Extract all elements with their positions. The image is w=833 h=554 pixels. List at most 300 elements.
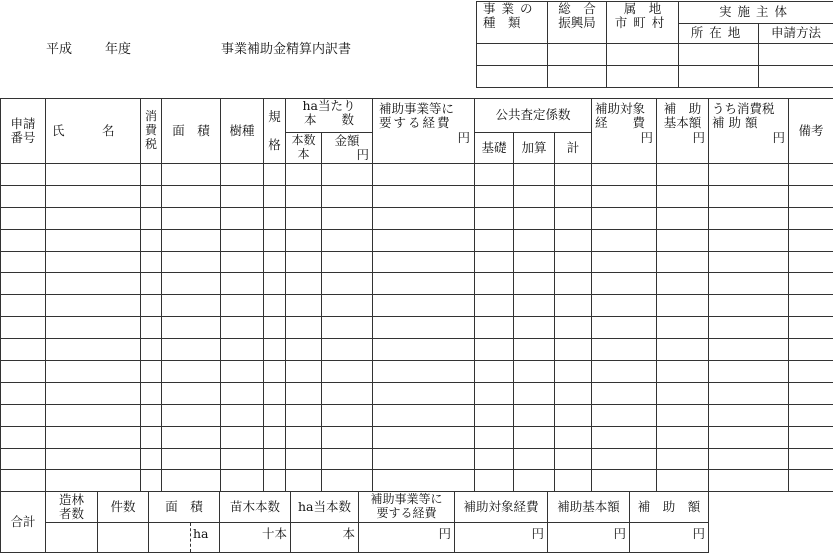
table-cell[interactable] [221,404,264,426]
table-cell[interactable] [286,251,322,273]
table-cell[interactable] [709,361,789,383]
table-cell[interactable] [373,448,475,470]
table-cell[interactable] [514,207,555,229]
hojo-taisho-keihi-header: 補助対象 経 費 円 [592,99,657,164]
table-cell[interactable] [162,207,221,229]
koukyou-satei-header: 公共査定係数 [475,99,592,133]
table-row [1,361,833,383]
table-cell[interactable] [789,448,833,470]
table-cell[interactable] [141,448,162,470]
table-cell[interactable] [1,295,46,317]
table-cell[interactable] [46,470,141,492]
table-cell[interactable] [475,470,514,492]
table-cell[interactable] [141,382,162,404]
table-cell[interactable] [1,426,46,448]
table-cell[interactable] [286,404,322,426]
table-cell[interactable] [162,382,221,404]
table-cell[interactable] [264,229,286,251]
table-cell[interactable] [373,207,475,229]
table-row [1,164,833,186]
table-cell[interactable] [162,251,221,273]
table-cell[interactable] [709,273,789,295]
ha-unit: ha [191,523,220,553]
table-cell[interactable] [789,273,833,295]
table-cell[interactable] [1,448,46,470]
table-cell[interactable] [475,295,514,317]
table-cell[interactable] [286,382,322,404]
table-cell[interactable] [1,361,46,383]
table-cell[interactable] [322,339,373,361]
table-cell[interactable] [373,404,475,426]
table-cell[interactable] [555,404,592,426]
table-cell[interactable] [286,295,322,317]
table-cell[interactable] [141,273,162,295]
table-cell[interactable] [162,426,221,448]
shozaichi-header: 所在地 [679,24,759,44]
shohizei-header: 消 費 税 [141,99,162,164]
table-cell[interactable] [162,317,221,339]
table-cell[interactable] [789,207,833,229]
table-cell[interactable] [221,164,264,186]
table-cell[interactable] [264,426,286,448]
table-cell[interactable] [475,426,514,448]
table-cell[interactable] [592,382,657,404]
table-cell[interactable] [709,426,789,448]
table-cell[interactable] [264,470,286,492]
table-cell[interactable] [141,339,162,361]
ha-atari-header: ha当たり 本 数 [286,99,373,133]
table-cell[interactable] [514,382,555,404]
table-cell[interactable] [592,273,657,295]
table-cell[interactable] [789,317,833,339]
table-row [1,251,833,273]
table-cell[interactable] [46,448,141,470]
table-row [1,404,833,426]
table-cell[interactable] [514,317,555,339]
table-cell[interactable] [709,404,789,426]
table-cell[interactable] [221,361,264,383]
table-cell[interactable] [657,295,709,317]
table-cell[interactable] [514,426,555,448]
table-cell[interactable] [286,339,322,361]
table-cell[interactable] [322,361,373,383]
table-cell[interactable] [789,229,833,251]
table-cell[interactable] [709,382,789,404]
table-cell[interactable] [1,251,46,273]
table-cell[interactable] [322,251,373,273]
table-cell[interactable] [373,361,475,383]
table-cell[interactable] [555,470,592,492]
table-cell[interactable] [322,426,373,448]
table-cell[interactable] [162,273,221,295]
table-cell[interactable] [514,185,555,207]
table-cell[interactable] [592,448,657,470]
main-table [0,98,833,492]
table-cell[interactable] [657,251,709,273]
table-cell[interactable] [373,295,475,317]
table-cell[interactable] [592,185,657,207]
table-cell[interactable] [162,295,221,317]
table-cell[interactable] [514,251,555,273]
table-cell[interactable] [221,339,264,361]
table-cell[interactable] [555,185,592,207]
table-cell[interactable] [373,382,475,404]
table-cell[interactable] [709,448,789,470]
info-box [476,1,833,88]
table-cell[interactable] [46,164,141,186]
table-cell[interactable] [162,404,221,426]
table-cell[interactable] [286,207,322,229]
table-cell[interactable] [162,229,221,251]
zokuchi-shichoson-header: 属 地 市町村 [607,2,679,44]
table-cell[interactable] [221,382,264,404]
table-cell[interactable] [221,426,264,448]
table-cell[interactable] [1,185,46,207]
table-cell[interactable] [322,229,373,251]
table-cell[interactable] [221,251,264,273]
table-cell[interactable] [221,295,264,317]
table-cell[interactable] [514,470,555,492]
jisshi-shutai-header: 実施主体 [679,2,833,24]
kei-header: 計 [555,133,592,164]
total-naegi-unit: 十本 [220,523,291,553]
kensu-header: 件数 [98,492,149,523]
year-label: 年度 [105,42,132,57]
table-cell[interactable] [475,382,514,404]
table-cell[interactable] [657,229,709,251]
table-cell[interactable] [264,382,286,404]
table-cell[interactable] [46,273,141,295]
table-cell[interactable] [475,361,514,383]
table-cell[interactable] [789,295,833,317]
table-cell[interactable] [657,404,709,426]
table-cell[interactable] [141,207,162,229]
table-cell[interactable] [475,448,514,470]
table-cell[interactable] [475,339,514,361]
kikaku-header: 規 格 [264,99,286,164]
table-cell[interactable] [373,185,475,207]
table-row [1,426,833,448]
table-cell[interactable] [286,361,322,383]
table-cell[interactable] [286,470,322,492]
table-cell[interactable] [286,426,322,448]
table-cell[interactable] [1,317,46,339]
table-cell[interactable] [141,404,162,426]
table-cell[interactable] [555,339,592,361]
table-cell[interactable] [373,273,475,295]
table-cell[interactable] [592,404,657,426]
table-cell[interactable] [373,339,475,361]
table-cell[interactable] [514,273,555,295]
table-cell[interactable] [162,361,221,383]
table-cell[interactable] [789,339,833,361]
table-cell[interactable] [373,164,475,186]
jigyo-shurui-header: 事業の 種 類 [477,2,548,44]
table-cell[interactable] [264,207,286,229]
total-hojo-jigyo-unit: 円 [359,523,455,553]
naegi-honsu-header: 苗木本数 [220,492,291,523]
table-cell[interactable] [1,470,46,492]
table-cell[interactable] [789,404,833,426]
table-cell[interactable] [592,317,657,339]
table-cell[interactable] [46,229,141,251]
table-cell[interactable] [592,339,657,361]
table-cell[interactable] [514,229,555,251]
table-cell[interactable] [162,164,221,186]
table-cell[interactable] [221,317,264,339]
shinsei-bango-header: 申請 番号 [1,99,46,164]
total-kihongaku-unit: 円 [548,523,630,553]
table-cell[interactable] [46,185,141,207]
shimei-header: 氏 名 [46,99,141,164]
table-cell[interactable] [555,229,592,251]
table-cell[interactable] [141,185,162,207]
table-cell[interactable] [322,470,373,492]
table-cell[interactable] [555,361,592,383]
table-cell[interactable] [46,404,141,426]
table-cell[interactable] [709,164,789,186]
table-cell[interactable] [1,339,46,361]
info-cell[interactable] [548,66,607,88]
table-cell[interactable] [555,164,592,186]
table-cell[interactable] [141,251,162,273]
table-cell[interactable] [46,295,141,317]
table-cell[interactable] [141,361,162,383]
table-cell[interactable] [657,273,709,295]
table-row [1,448,833,470]
table-cell[interactable] [789,426,833,448]
table-cell[interactable] [221,229,264,251]
hojo-kihongaku-header: 補 助 基本額 円 [657,99,709,164]
table-cell[interactable] [789,185,833,207]
table-cell[interactable] [789,164,833,186]
table-cell[interactable] [789,470,833,492]
table-cell[interactable] [555,448,592,470]
table-cell[interactable] [264,361,286,383]
table-cell[interactable] [657,382,709,404]
table-cell[interactable] [46,207,141,229]
table-cell[interactable] [475,185,514,207]
table-cell[interactable] [221,448,264,470]
table-cell[interactable] [373,426,475,448]
page-title: 事業補助金精算内訳書 [221,42,352,57]
table-cell[interactable] [592,164,657,186]
table-cell[interactable] [162,339,221,361]
table-cell[interactable] [709,207,789,229]
table-cell[interactable] [322,448,373,470]
table-cell[interactable] [555,426,592,448]
table-cell[interactable] [286,273,322,295]
table-row [1,273,833,295]
table-cell[interactable] [555,207,592,229]
table-cell[interactable] [555,251,592,273]
table-cell[interactable] [46,251,141,273]
hojo-jigyo-keihi-header: 補助事業等に 要する経費 円 [373,99,475,164]
table-cell[interactable] [592,295,657,317]
table-cell[interactable] [322,382,373,404]
table-cell[interactable] [475,207,514,229]
table-cell[interactable] [514,448,555,470]
table-cell[interactable] [657,164,709,186]
table-cell[interactable] [264,251,286,273]
table-cell[interactable] [592,251,657,273]
table-cell[interactable] [555,317,592,339]
table-cell[interactable] [46,426,141,448]
table-cell[interactable] [657,470,709,492]
table-cell[interactable] [709,251,789,273]
info-cell[interactable] [607,66,679,88]
total-menseki-value[interactable] [149,523,191,553]
table-cell[interactable] [514,404,555,426]
table-cell[interactable] [514,339,555,361]
table-cell[interactable] [221,470,264,492]
table-cell[interactable] [322,404,373,426]
table-cell[interactable] [789,361,833,383]
table-cell[interactable] [264,317,286,339]
table-cell[interactable] [514,361,555,383]
table-cell[interactable] [46,361,141,383]
table-cell[interactable] [592,229,657,251]
table-cell[interactable] [709,317,789,339]
table-cell[interactable] [162,185,221,207]
table-cell[interactable] [141,470,162,492]
table-cell[interactable] [264,185,286,207]
table-cell[interactable] [475,229,514,251]
table-cell[interactable] [286,229,322,251]
info-cell[interactable] [607,44,679,66]
table-cell[interactable] [162,448,221,470]
table-cell[interactable] [286,448,322,470]
table-cell[interactable] [322,185,373,207]
table-cell[interactable] [1,207,46,229]
total-kensu[interactable] [98,523,149,553]
era-label: 平成 [46,42,73,57]
info-cell[interactable] [477,44,548,66]
table-cell[interactable] [264,404,286,426]
table-cell[interactable] [475,404,514,426]
table-cell[interactable] [514,164,555,186]
table-row [1,317,833,339]
table-cell[interactable] [475,273,514,295]
table-cell[interactable] [286,185,322,207]
table-cell[interactable] [141,317,162,339]
ha-honsu-header: ha当本数 [291,492,359,523]
info-cell[interactable] [759,66,833,88]
table-cell[interactable] [373,229,475,251]
table-cell[interactable] [592,207,657,229]
total-menseki-header: 面 積 [149,492,220,523]
kasan-header: 加算 [514,133,555,164]
table-cell[interactable] [657,426,709,448]
kiso-header: 基礎 [475,133,514,164]
table-cell[interactable] [1,404,46,426]
table-cell[interactable] [657,185,709,207]
table-cell[interactable] [141,164,162,186]
table-cell[interactable] [555,273,592,295]
total-hojo-jigyo-header: 補助事業等に 要する経費 [359,492,455,523]
info-cell[interactable] [679,44,759,66]
total-taisho-keihi-header: 補助対象経費 [455,492,548,523]
table-cell[interactable] [709,295,789,317]
info-cell[interactable] [548,44,607,66]
table-row [1,382,833,404]
table-cell[interactable] [286,164,322,186]
table-cell[interactable] [141,229,162,251]
table-cell[interactable] [373,251,475,273]
table-cell[interactable] [141,295,162,317]
table-cell[interactable] [264,339,286,361]
table-cell[interactable] [162,470,221,492]
table-cell[interactable] [1,164,46,186]
table-cell[interactable] [264,295,286,317]
table-row [1,185,833,207]
table-cell[interactable] [555,382,592,404]
table-cell[interactable] [657,361,709,383]
table-cell[interactable] [322,317,373,339]
table-cell[interactable] [221,273,264,295]
table-cell[interactable] [1,382,46,404]
gokei-label: 合計 [1,492,46,553]
table-cell[interactable] [709,339,789,361]
table-cell[interactable] [322,273,373,295]
table-cell[interactable] [657,207,709,229]
table-cell[interactable] [322,164,373,186]
table-cell[interactable] [475,251,514,273]
table-cell[interactable] [475,164,514,186]
table-cell[interactable] [322,207,373,229]
table-cell[interactable] [657,448,709,470]
table-cell[interactable] [657,317,709,339]
table-cell[interactable] [709,470,789,492]
table-cell[interactable] [141,426,162,448]
table-cell[interactable] [264,164,286,186]
total-zorin-shasu[interactable] [46,523,98,553]
info-cell[interactable] [477,66,548,88]
table-cell[interactable] [46,382,141,404]
honsu-header: 本数本 [286,133,322,164]
table-cell[interactable] [1,273,46,295]
table-cell[interactable] [475,317,514,339]
table-cell[interactable] [592,470,657,492]
total-ha-honsu-unit: 本 [291,523,359,553]
table-cell[interactable] [373,470,475,492]
table-cell[interactable] [709,229,789,251]
table-cell[interactable] [709,185,789,207]
info-cell[interactable] [759,44,833,66]
table-cell[interactable] [789,382,833,404]
table-cell[interactable] [514,295,555,317]
totals-table [0,491,709,553]
table-cell[interactable] [221,207,264,229]
table-cell[interactable] [286,317,322,339]
table-cell[interactable] [1,229,46,251]
table-cell[interactable] [221,185,264,207]
table-cell[interactable] [592,426,657,448]
table-cell[interactable] [46,339,141,361]
table-cell[interactable] [789,251,833,273]
table-cell[interactable] [657,339,709,361]
table-cell[interactable] [264,448,286,470]
table-cell[interactable] [322,295,373,317]
table-cell[interactable] [555,295,592,317]
table-cell[interactable] [592,361,657,383]
table-cell[interactable] [264,273,286,295]
table-cell[interactable] [46,317,141,339]
biko-header: 備考 [789,99,833,164]
table-cell[interactable] [373,317,475,339]
info-cell[interactable] [679,66,759,88]
table-row [1,339,833,361]
